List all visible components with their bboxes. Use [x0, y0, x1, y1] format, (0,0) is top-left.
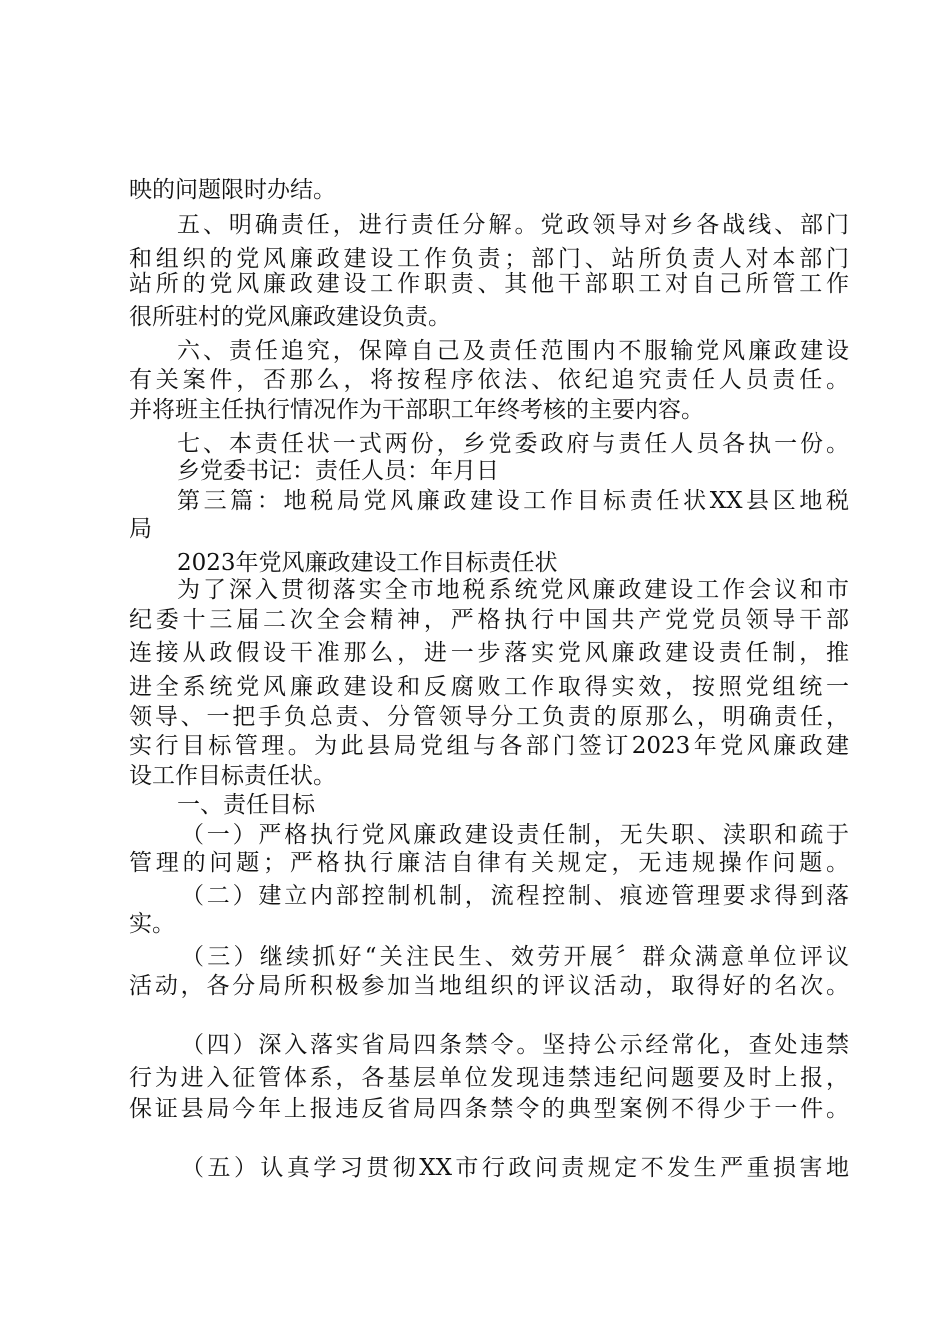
- text-line: 和组织的党风廉政建设工作负责；部门、站所负责人对本部门: [129, 246, 849, 272]
- text-line: 进全系统党风廉政建设和反腐败工作取得实效，按照党组统一: [129, 674, 849, 700]
- text-line: 设工作目标责任状。: [129, 763, 336, 789]
- text-line: 连接从政假设干准那么，进一步落实党风廉政建设责任制，推: [129, 640, 849, 666]
- text-line: 五、明确责任，进行责任分解。党政领导对乡各战线、部门: [177, 212, 849, 238]
- text-line: （三）继续抓好“关注民生、效劳开展〞群众满意单位评议: [181, 944, 849, 970]
- text-line: 行为进入征管体系，各基层单位发现违禁违纪问题要及时上报，: [129, 1065, 849, 1091]
- text-line: 实。: [129, 911, 175, 937]
- text-line: 七、本责任状一式两份，乡党委政府与责任人员各执一份。: [177, 431, 849, 457]
- text-line: 六、责任追究，保障自己及责任范围内不服输党风廉政建设: [177, 338, 849, 364]
- text-line: 一、责任目标: [177, 792, 315, 818]
- text-line: 为了深入贯彻落实全市地税系统党风廉政建设工作会议和市: [177, 577, 849, 603]
- text-line: 实行目标管理。为此县局党组与各部门签订2023年党风廉政建: [129, 733, 849, 759]
- text-line: 有关案件，否那么，将按程序依法、依纪追究责任人员责任。: [129, 367, 849, 393]
- text-line: 领导、一把手负总责、分管领导分工负责的原那么，明确责任，: [129, 704, 849, 730]
- text-line: 乡党委书记：责任人员：年月日: [177, 458, 499, 484]
- text-line: 活动，各分局所积极参加当地组织的评议活动，取得好的名次。: [129, 973, 849, 999]
- text-line: （五）认真学习贯彻XX市行政问责规定不发生严重损害地: [181, 1155, 849, 1181]
- text-line: （二）建立内部控制机制，流程控制、痕迹管理要求得到落: [181, 883, 849, 909]
- text-line: （一）严格执行党风廉政建设责任制，无失职、渎职和疏于: [181, 822, 849, 848]
- text-line: （四）深入落实省局四条禁令。坚持公示经常化，查处违禁: [181, 1032, 849, 1058]
- text-line: 很所驻村的党风廉政建设负责。: [129, 304, 451, 330]
- text-line: 管理的问题；严格执行廉洁自律有关规定，无违规操作问题。: [129, 850, 849, 876]
- text-line: 并将班主任执行情况作为干部职工年终考核的主要内容。: [129, 397, 704, 423]
- text-line: 映的问题限时办结。: [129, 177, 336, 203]
- text-line: 保证县局今年上报违反省局四条禁令的典型案例不得少于一件。: [129, 1096, 849, 1122]
- text-line: 2023年党风廉政建设工作目标责任状: [177, 550, 558, 576]
- text-line: 纪委十三届二次全会精神，严格执行中国共产党党员领导干部: [129, 607, 849, 633]
- text-line: 站所的党风廉政建设工作职责、其他干部职工对自己所管工作: [129, 271, 849, 297]
- text-line: 局: [129, 516, 152, 542]
- text-line: 第三篇：地税局党风廉政建设工作目标责任状XX县区地税: [177, 488, 849, 514]
